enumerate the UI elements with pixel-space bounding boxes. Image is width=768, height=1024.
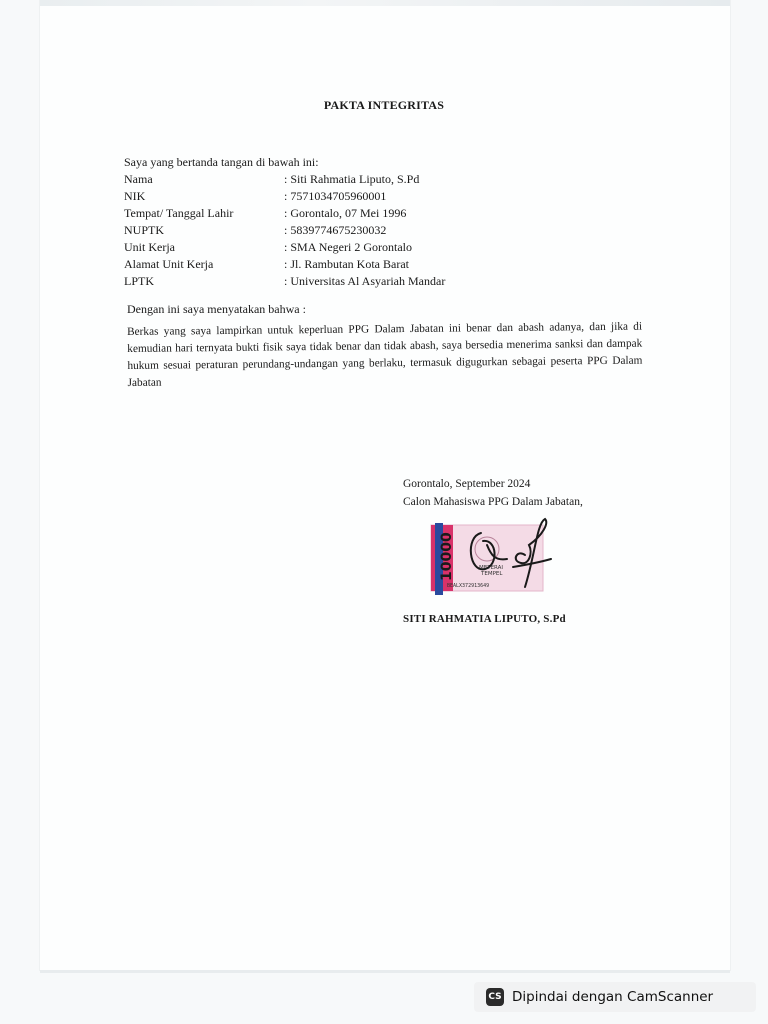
statement-body: Berkas yang saya lampirkan untuk keperluan PPG Dalam Jabatan ini benar dan abash adanya, dan jika di kemudian hari ternyata bukti fisik saya tidak benar dan tidak abash, saya bersedia menerima sanksi dan dampak hukum sesuai peraturan perundang-undangan yang berlaku, termasuk digugurkan sebagai peserta PPG Dalam Jabatan <box>127 320 643 389</box>
field-row-alamat <box>124 256 445 273</box>
scan-top-edge <box>40 0 730 6</box>
svg-text:BEALX372913649: BEALX372913649 <box>447 583 490 589</box>
field-row-unit-kerja <box>124 239 445 256</box>
svg-text:METERAI: METERAI <box>479 565 504 571</box>
duty-stamp-and-signature <box>425 515 590 600</box>
field-row-lptk <box>124 273 445 290</box>
field-label: Tempat/ Tanggal Lahir <box>124 206 234 220</box>
field-row-nik <box>124 188 445 205</box>
statement-lead: Dengan ini saya menyatakan bahwa : <box>127 302 306 316</box>
field-value: : Jl. Rambutan Kota Barat <box>284 256 409 273</box>
field-value: : 5839774675230032 <box>284 222 386 239</box>
svg-text:TEMPEL: TEMPEL <box>481 571 503 577</box>
camscanner-watermark <box>474 982 756 1012</box>
field-value: : Siti Rahmatia Liputo, S.Pd <box>284 171 419 188</box>
field-label: NUPTK <box>124 223 165 237</box>
camscanner-text: Dipindai dengan CamScanner <box>512 989 714 1005</box>
signature-role: Calon Mahasiswa PPG Dalam Jabatan, <box>403 496 583 508</box>
field-value: : Gorontalo, 07 Mei 1996 <box>284 205 406 222</box>
scanned-page <box>40 0 730 970</box>
field-value: : Universitas Al Asyariah Mandar <box>284 273 445 290</box>
scan-bottom-edge <box>40 970 730 973</box>
field-label: Nama <box>124 172 153 186</box>
field-label: NIK <box>124 189 146 203</box>
signatory-name: SITI RAHMATIA LIPUTO, S.Pd <box>403 613 566 625</box>
field-value: : 7571034705960001 <box>284 188 386 205</box>
field-label: LPTK <box>124 274 154 288</box>
document-title: PAKTA INTEGRITAS <box>323 98 445 112</box>
svg-text:10000: 10000 <box>439 532 455 581</box>
field-row-birth <box>124 205 445 222</box>
field-label: Unit Kerja <box>124 240 175 254</box>
signature-place-date: Gorontalo, September 2024 <box>403 478 531 490</box>
signature-with-stamp <box>425 515 590 600</box>
field-row-nama <box>124 171 445 188</box>
intro-text: Saya yang bertanda tangan di bawah ini: <box>124 155 319 169</box>
field-row-nuptk <box>124 222 445 239</box>
field-value: : SMA Negeri 2 Gorontalo <box>284 239 412 256</box>
field-label: Alamat Unit Kerja <box>124 257 214 271</box>
identity-fields <box>124 171 445 290</box>
camscanner-icon: CS <box>486 988 504 1006</box>
